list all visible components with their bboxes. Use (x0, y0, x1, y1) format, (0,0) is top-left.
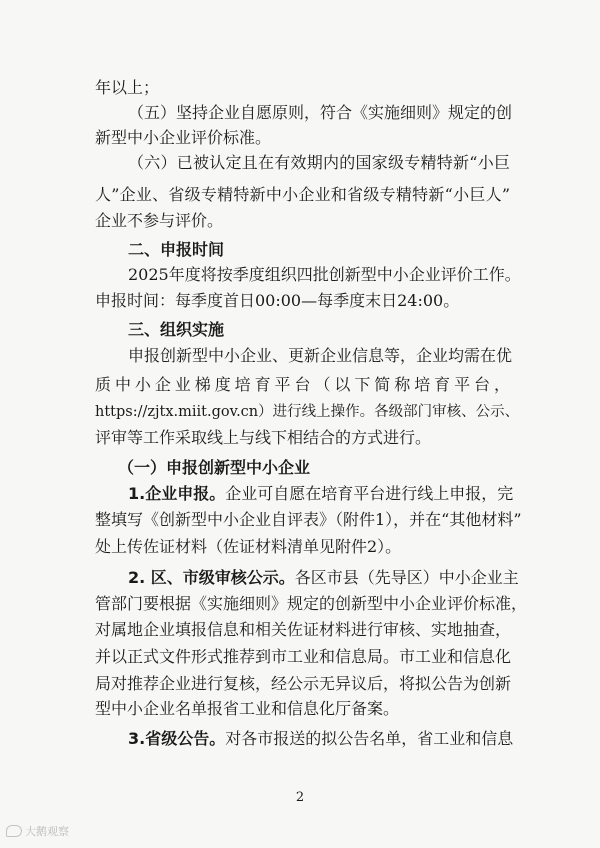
text-line: 2025年度将按季度组织四批创新型中小企业评价工作。 (128, 265, 521, 284)
text-line: 质中小企业梯度培育平台（以下简称培育平台， (95, 375, 510, 394)
paragraph-line (128, 568, 519, 588)
text-line: 局对推荐企业进行复核，经公示无异议后，将拟公告为创新 (95, 674, 512, 693)
section-heading: 三、组织实施 (128, 320, 225, 339)
text-line: 企业不参与评价。 (95, 211, 224, 230)
paragraph-line (128, 484, 514, 504)
text-line: 处上传佐证材料（佐证材料清单见附件2）。 (95, 537, 402, 556)
text-line: 管部门要根据《实施细则》规定的创新型中小企业评价标准， (95, 594, 528, 613)
subsection-heading: （一）申报创新型中小企业 (118, 458, 311, 477)
text-line: 型中小企业名单报省工业和信息化厅备案。 (95, 699, 400, 718)
text-line: https://zjtx.miit.gov.cn）进行线上操作。各级部门审核、公示、 (95, 404, 520, 420)
text-line: 人”企业、省级专精特新中小企业和省级专精特新“小巨人” (95, 185, 510, 204)
item-title: 2. 区、市级审核公示。 (128, 568, 295, 587)
text-line: 对属地企业填报信息和相关佐证材料进行审核、实地抽查， (95, 620, 512, 639)
text-line: 评审等工作采取线上与线下相结合的方式进行。 (95, 428, 432, 447)
section-heading: 二、申报时间 (128, 240, 225, 259)
item-title: 1.企业申报。 (128, 484, 226, 503)
item-text: 企业可自愿在培育平台进行线上申报，完 (225, 484, 514, 503)
item-text: 各区市县（先导区）中小企业主 (294, 568, 519, 587)
watermark (6, 823, 69, 839)
text-line: 申报时间：每季度首日00:00—每季度末日24:00。 (95, 291, 460, 310)
text-line: 新型中小企业评价标准。 (95, 128, 272, 147)
text-line: 申报创新型中小企业、更新企业信息等，企业均需在优 (128, 346, 513, 365)
text-line: 整填写《创新型中小企业自评表》（附件1），并在“其他材料” (95, 510, 522, 529)
page-number: 2 (295, 790, 305, 805)
speech-bubble-icon (6, 825, 22, 837)
text-line: （五）坚持企业自愿原则，符合《实施细则》规定的创 (128, 103, 513, 122)
text-line: 并以正式文件形式推荐到市工业和信息局。市工业和信息化 (95, 647, 512, 666)
text-line: 年以上； (95, 78, 160, 97)
text-line: （六）已被认定且在有效期内的国家级专精特新“小巨 (128, 153, 510, 172)
item-text: 对各市报送的拟公告名单，省工业和信息 (225, 729, 514, 748)
paragraph-line (128, 729, 514, 749)
watermark-text: 大鹅观察 (25, 825, 69, 838)
item-title: 3.省级公告。 (128, 729, 226, 748)
